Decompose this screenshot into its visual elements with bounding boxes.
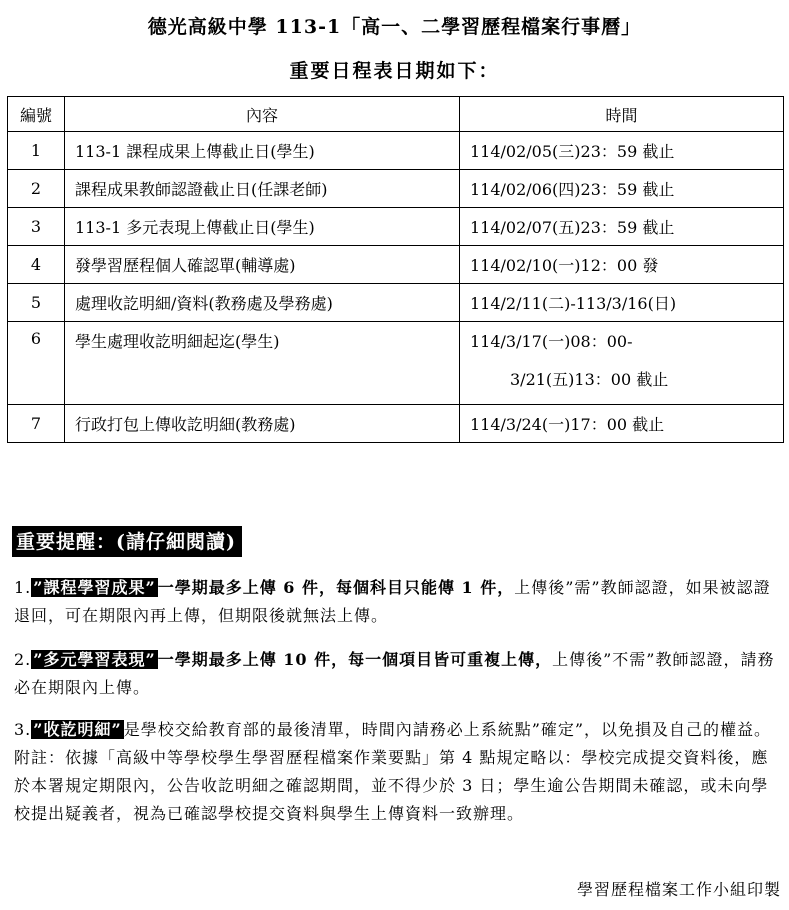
table-row bbox=[8, 246, 784, 284]
reminder-number: 3. bbox=[14, 720, 32, 739]
row-time-start: 114/3/17(一)08：00- bbox=[470, 332, 633, 351]
reminder-item-3 bbox=[14, 716, 776, 828]
table-row bbox=[8, 284, 784, 322]
row-time-end: 3/21(五)13：00 截止 bbox=[510, 370, 669, 389]
table-row bbox=[8, 322, 784, 405]
table-row bbox=[8, 132, 784, 170]
row-time: 114/02/07(五)23：59 截止 bbox=[460, 208, 784, 246]
row-time: 114/3/24(一)17：00 截止 bbox=[460, 405, 784, 443]
row-time: 114/02/06(四)23：59 截止 bbox=[460, 170, 784, 208]
table-row bbox=[8, 405, 784, 443]
reminder-text: 是學校交給教育部的最後清單，時間內請務必上系統點”確定”，以免損及自己的權益。附註：依據「高級中等學校學生學習歷程檔案作業要點」第 4 點規定略以：學校完成提交資料後，應於本署規定期限內，公告收訖明細之確認期間，並不得少於 3 日；學生逾公告期間未確認，或未向學校提出疑義者，視為已確認學校提交資料與學生上傳資料一致辦理。 bbox=[14, 720, 772, 823]
row-content: 113-1 多元表現上傳截止日(學生) bbox=[65, 208, 460, 246]
row-time: 114/02/05(三)23：59 截止 bbox=[460, 132, 784, 170]
row-no: 1 bbox=[8, 132, 65, 170]
reminder-bold-text: 一學期最多上傳 10 件，每一個項目皆可重複上傳， bbox=[157, 650, 553, 669]
row-time bbox=[460, 322, 784, 405]
reminder-number: 2. bbox=[14, 650, 32, 669]
row-no: 7 bbox=[8, 405, 65, 443]
row-no: 4 bbox=[8, 246, 65, 284]
table-header-row bbox=[8, 97, 784, 132]
row-no: 6 bbox=[8, 322, 65, 405]
reminder-text: 上傳後”需”教師認證，如果被認證退回，可在期限內再上傳，但期限後就無法上傳。 bbox=[14, 578, 771, 625]
page-subtitle: 重要日程表日期如下： bbox=[289, 60, 500, 82]
reminder-item-2 bbox=[14, 646, 776, 702]
schedule-table bbox=[7, 96, 784, 443]
reminder-item-1 bbox=[14, 574, 776, 630]
row-content: 課程成果教師認證截止日(任課老師) bbox=[65, 170, 460, 208]
reminder-text: 上傳後”不需”教師認證，請務必在期限內上傳。 bbox=[14, 650, 775, 697]
footer-credit: 學習歷程檔案工作小組印製 bbox=[576, 880, 781, 899]
header-time: 時間 bbox=[460, 97, 784, 132]
row-time: 114/2/11(二)-113/3/16(日) bbox=[460, 284, 784, 322]
row-content: 處理收訖明細/資料(教務處及學務處) bbox=[65, 284, 460, 322]
row-time: 114/02/10(一)12：00 發 bbox=[460, 246, 784, 284]
reminder-highlight: ”收訖明細” bbox=[33, 720, 122, 739]
reminder-bold-text: 一學期最多上傳 6 件，每個科目只能傳 1 件， bbox=[157, 578, 515, 597]
row-content: 行政打包上傳收訖明細(教務處) bbox=[65, 405, 460, 443]
row-content: 發學習歷程個人確認單(輔導處) bbox=[65, 246, 460, 284]
reminder-highlight: ”課程學習成果” bbox=[33, 578, 156, 597]
row-content: 學生處理收訖明細起迄(學生) bbox=[65, 322, 460, 405]
row-no: 3 bbox=[8, 208, 65, 246]
reminder-number: 1. bbox=[14, 578, 32, 597]
table-row bbox=[8, 170, 784, 208]
reminder-heading: 重要提醒：(請仔細閱讀) bbox=[12, 526, 242, 557]
row-content: 113-1 課程成果上傳截止日(學生) bbox=[65, 132, 460, 170]
row-no: 5 bbox=[8, 284, 65, 322]
header-content: 內容 bbox=[65, 97, 460, 132]
row-no: 2 bbox=[8, 170, 65, 208]
header-no: 編號 bbox=[8, 97, 65, 132]
table-row bbox=[8, 208, 784, 246]
reminder-highlight: ”多元學習表現” bbox=[33, 650, 156, 669]
page-title: 德光高級中學 113-1「高一、二學習歷程檔案行事曆」 bbox=[147, 16, 642, 38]
